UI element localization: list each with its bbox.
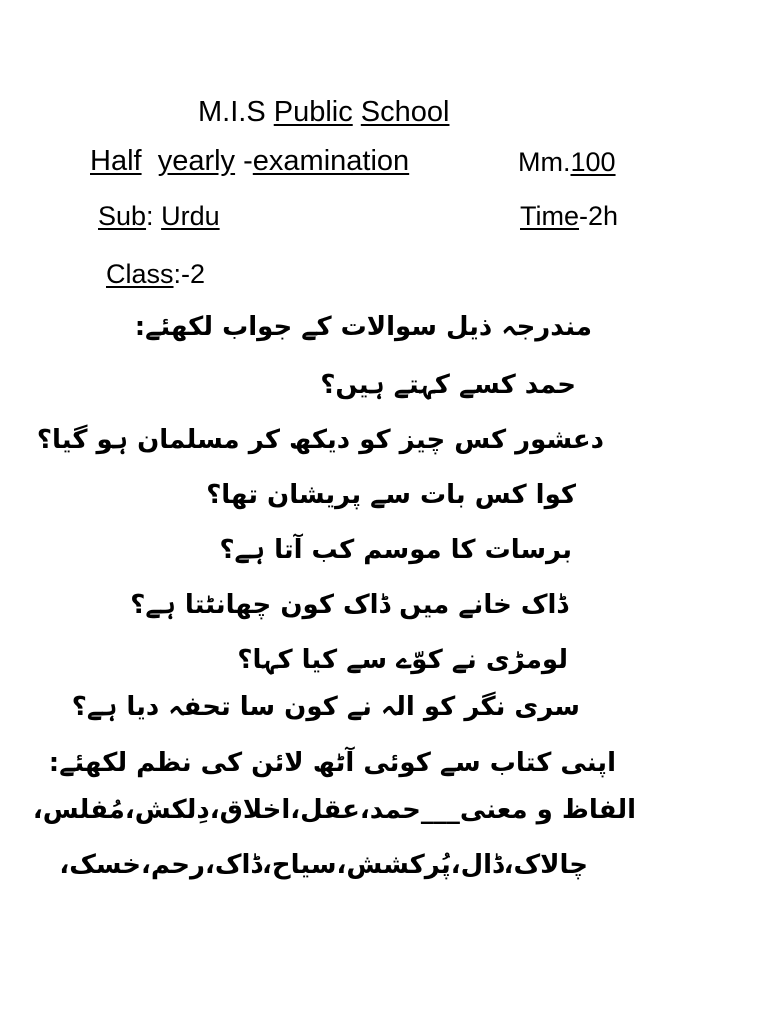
- max-marks-value: 100: [570, 147, 616, 177]
- time: [520, 201, 618, 232]
- class-value: :-2: [173, 259, 206, 289]
- school-title: [198, 96, 449, 129]
- question-line: لومڑی نے کوّے سے کیا کہا؟: [237, 645, 568, 675]
- subject-label: Sub: [98, 201, 147, 231]
- max-marks-label: Mm.: [518, 147, 571, 177]
- instruction-line: مندرجہ ذیل سوالات کے جواب لکھئے:: [134, 312, 592, 342]
- class-label: Class: [106, 259, 174, 289]
- vocabulary-line: چالاک،ڈال،پُرکشش،سیاح،ڈاک،رحم،خسک،: [59, 850, 588, 880]
- school-title-part: School: [360, 96, 450, 128]
- exam-title: [90, 145, 409, 178]
- question-line: حمد کسے کہتے ہیں؟: [320, 370, 576, 400]
- question-line: کوا کس بات سے پریشان تھا؟: [206, 480, 576, 510]
- exam-title-part: -: [243, 145, 253, 177]
- question-line: ڈاک خانے میں ڈاک کون چھانٹتا ہے؟: [130, 590, 568, 620]
- question-line: سری نگر کو الہ نے کون سا تحفہ دیا ہے؟: [71, 692, 580, 722]
- school-title-part: M.I.S: [198, 96, 266, 128]
- max-marks: [518, 147, 616, 178]
- class: [106, 259, 205, 290]
- time-label: Time: [520, 201, 579, 231]
- exam-title-part: examination: [252, 145, 410, 177]
- subject-sep: :: [146, 201, 154, 231]
- exam-title-part: Half: [90, 145, 142, 177]
- instruction-line: اپنی کتاب سے کوئی آٹھ لائن کی نظم لکھئے:: [48, 748, 616, 778]
- school-title-part: Public: [273, 96, 353, 128]
- vocabulary-line: الفاظ و معنی___حمد،عقل،اخلاق،دِلکش،مُفلس،: [32, 795, 636, 825]
- exam-title-part: yearly: [157, 145, 236, 177]
- question-line: دعشور کس چیز کو دیکھ کر مسلمان ہو گیا؟: [36, 425, 604, 455]
- subject-value: Urdu: [161, 201, 220, 231]
- question-line: برسات کا موسم کب آتا ہے؟: [219, 535, 572, 565]
- subject: [98, 201, 220, 232]
- time-value: -2h: [579, 201, 619, 231]
